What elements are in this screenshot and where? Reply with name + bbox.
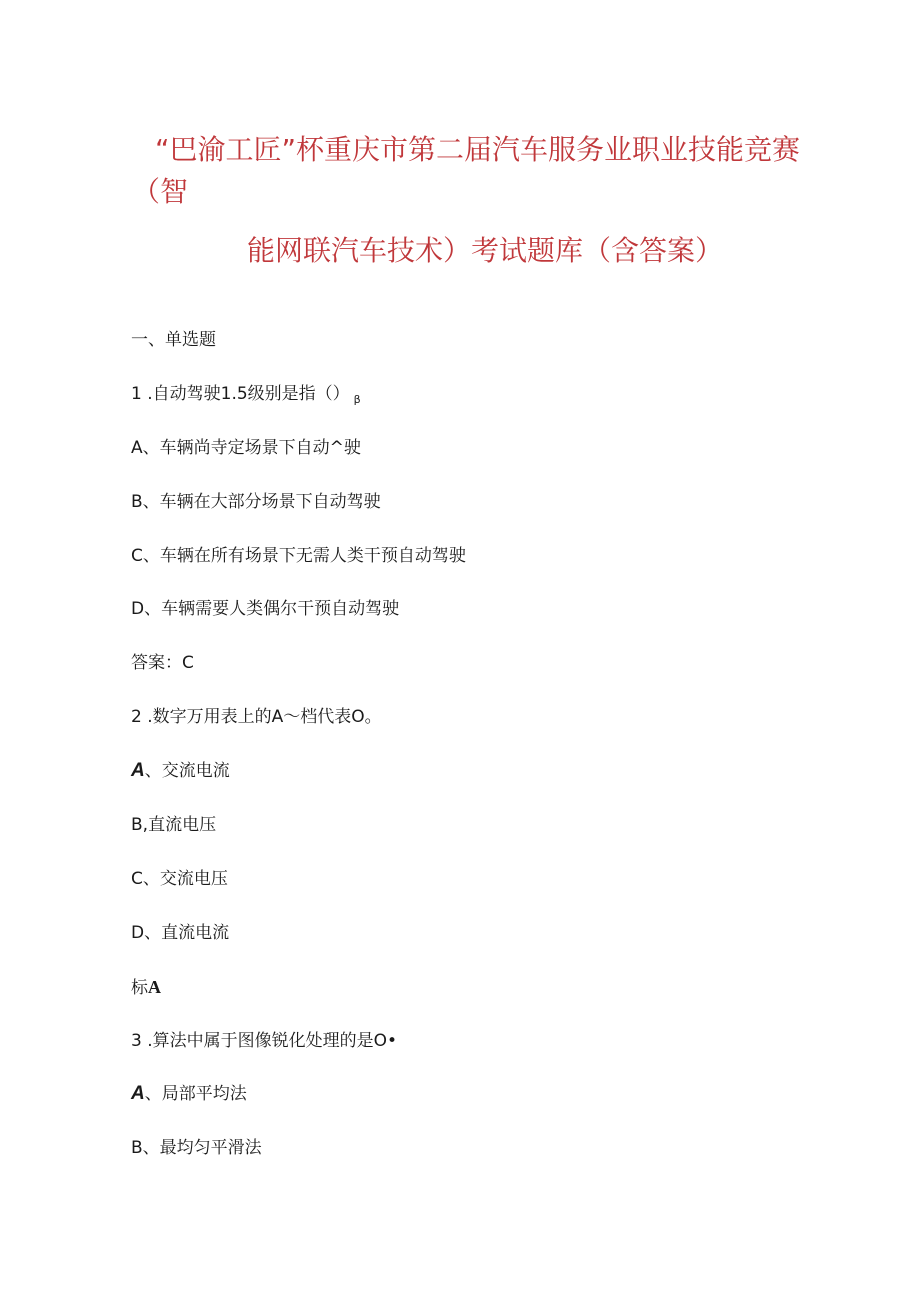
question-1-option-a: A、车辆尚寺定场景下自动^驶	[131, 438, 361, 458]
question-2-option-b: B,直流电压	[131, 815, 217, 835]
document-title-line-1: “巴渝工匠”杯重庆市第二届汽车服务业职业技能竞赛	[155, 133, 801, 166]
question-3-option-b: B、最均匀平滑法	[131, 1138, 262, 1158]
question-3-option-a	[131, 1082, 247, 1106]
question-2-option-a	[131, 759, 230, 783]
question-2-answer	[131, 975, 161, 1000]
document-title-line-3: 能网联汽车技术）考试题库（含答案）	[247, 234, 724, 267]
question-1-answer: 答案：C	[131, 653, 194, 673]
question-1-option-d: D、车辆需要人类偶尔干预自动驾驶	[131, 599, 400, 619]
question-2-option-d: D、直流电流	[131, 923, 230, 943]
question-3-stem: 3 .算法中属于图像锐化处理的是O•	[131, 1031, 398, 1051]
question-2-answer-letter: A	[148, 977, 161, 997]
question-2-stem: 2 .数字万用表上的A〜档代表O。	[131, 707, 382, 727]
question-3-option-a-letter: A	[131, 1083, 145, 1104]
question-2-option-a-text: 、交流电流	[144, 761, 230, 781]
question-1-option-b: B、车辆在大部分场景下自动驾驶	[131, 492, 381, 512]
section-heading: 一、单选题	[131, 330, 216, 350]
question-1-stem	[131, 382, 361, 412]
question-1-stem-mark: β	[353, 393, 361, 406]
question-3-option-a-text: 、局部平均法	[144, 1084, 247, 1104]
document-title-line-2: （智	[132, 175, 189, 208]
question-2-option-a-letter: A	[131, 760, 145, 781]
question-1-stem-text: 1 .自动驾驶1.5级别是指（）	[131, 384, 350, 404]
question-2-answer-prefix: 标	[131, 978, 148, 998]
question-2-option-c: C、交流电压	[131, 869, 228, 889]
question-1-option-c: C、车辆在所有场景下无需人类干预自动驾驶	[131, 546, 466, 566]
